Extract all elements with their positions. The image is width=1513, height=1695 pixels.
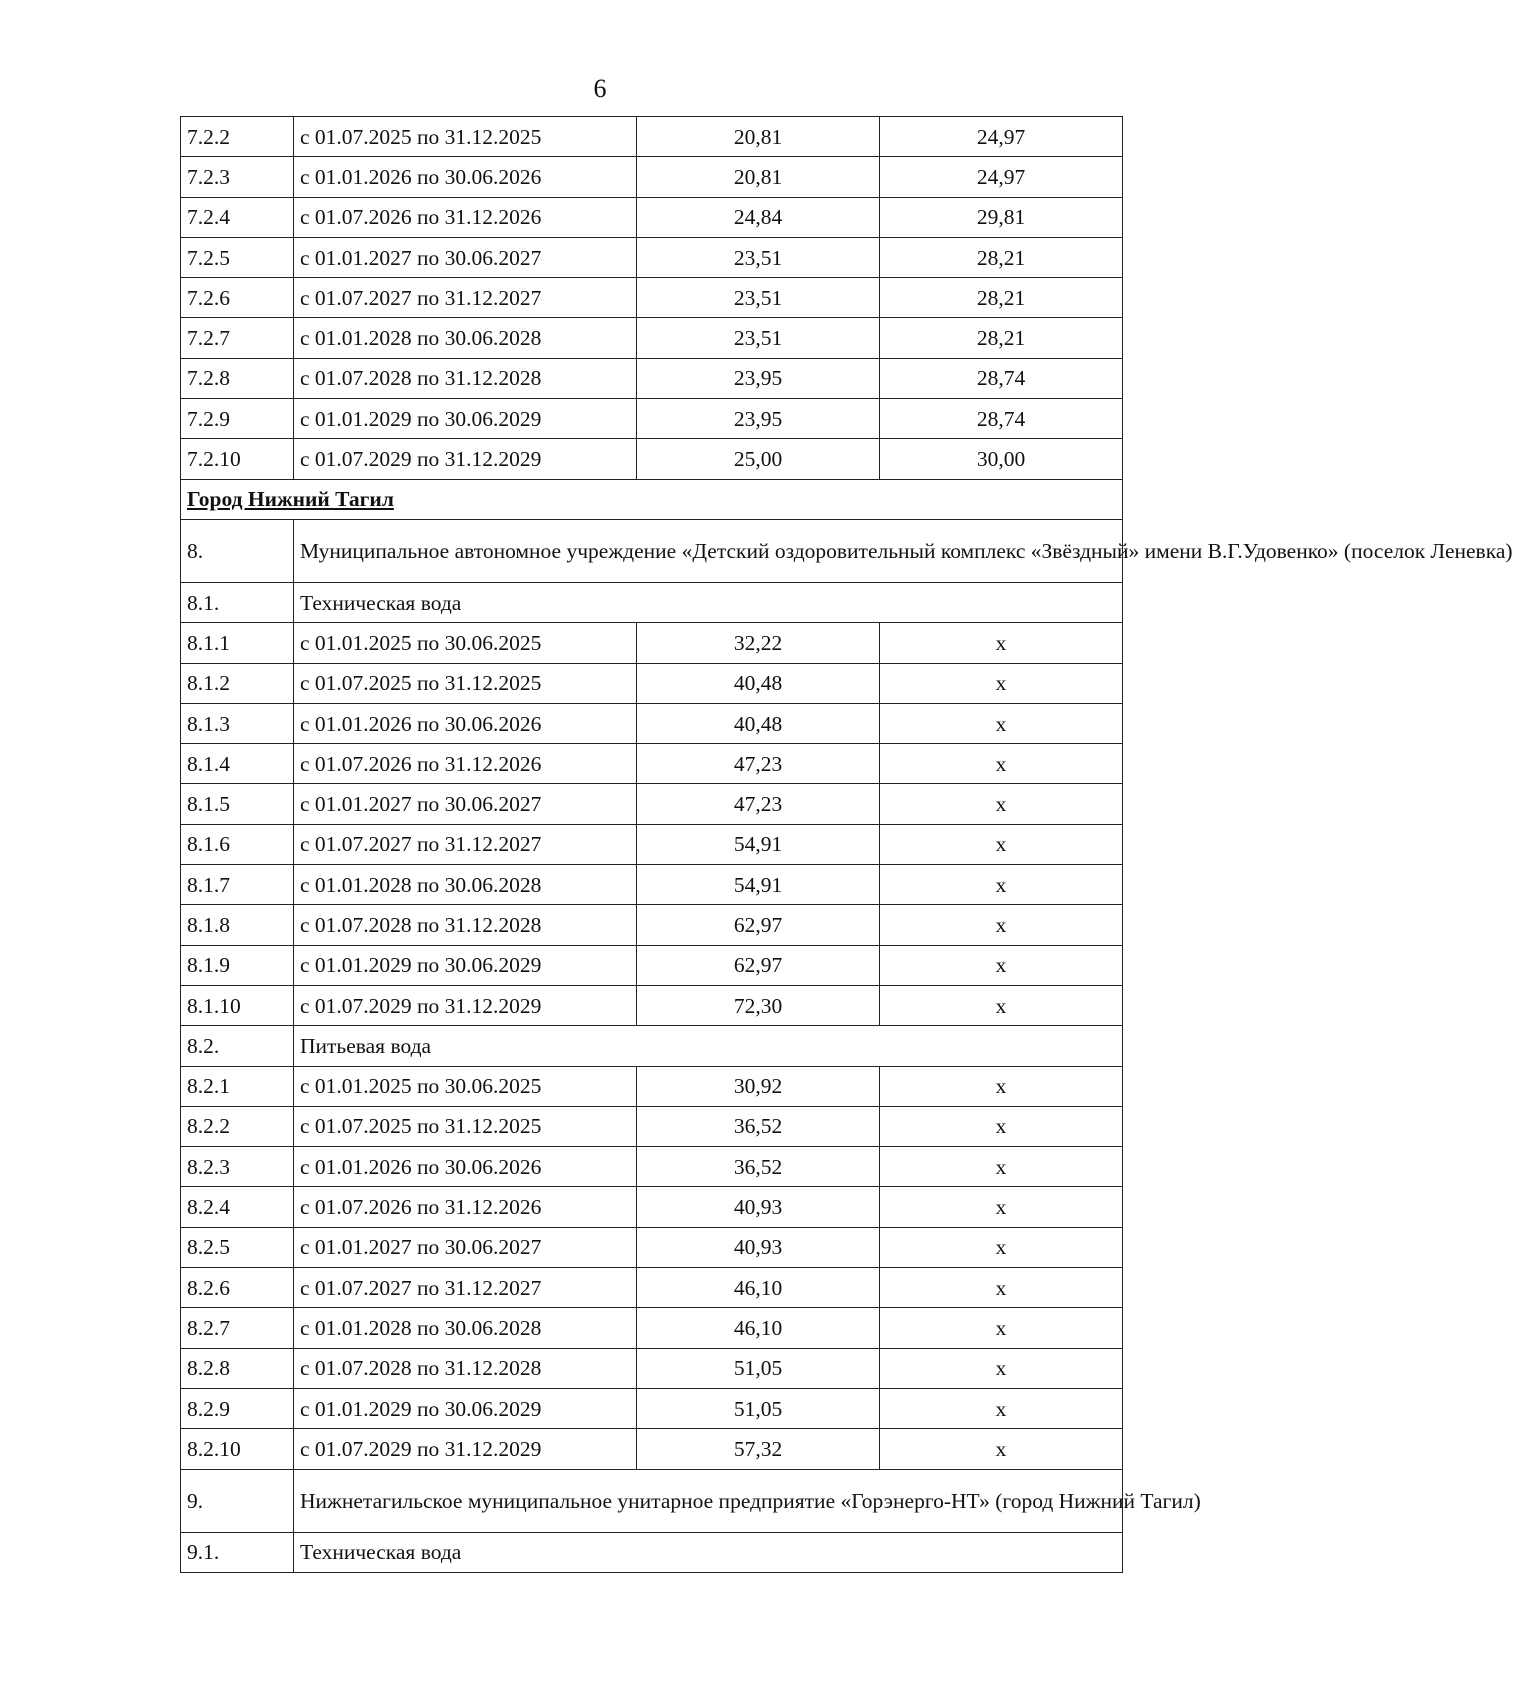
table-row: [181, 1429, 1123, 1469]
tariff-value-1: 23,51: [637, 278, 880, 318]
row-code: 8.2.: [181, 1026, 294, 1066]
table-row: [181, 623, 1123, 663]
table-row: [181, 1187, 1123, 1227]
tariff-value-1: 62,97: [637, 945, 880, 985]
tariff-value-1: 36,52: [637, 1147, 880, 1187]
table-row: [181, 784, 1123, 824]
page-number: 6: [593, 74, 607, 103]
tariff-value-1: 47,23: [637, 784, 880, 824]
tariff-value-2: х: [880, 703, 1123, 743]
section-row: [181, 582, 1123, 622]
tariff-value-2: х: [880, 1268, 1123, 1308]
row-period: с 01.07.2027 по 31.12.2027: [294, 278, 637, 318]
section-row: [181, 1026, 1123, 1066]
tariff-value-2: 28,21: [880, 278, 1123, 318]
tariff-value-1: 46,10: [637, 1308, 880, 1348]
row-code: 7.2.3: [181, 157, 294, 197]
table-row: [181, 237, 1123, 277]
tariff-value-2: 29,81: [880, 197, 1123, 237]
table-row: [181, 1227, 1123, 1267]
tariff-value-1: 32,22: [637, 623, 880, 663]
table-row: [181, 1066, 1123, 1106]
tariff-value-1: 46,10: [637, 1268, 880, 1308]
row-period: с 01.01.2026 по 30.06.2026: [294, 1147, 637, 1187]
section-title: Питьевая вода: [294, 1026, 1123, 1066]
tariff-value-1: 54,91: [637, 865, 880, 905]
row-period: с 01.01.2027 по 30.06.2027: [294, 237, 637, 277]
row-period: с 01.07.2029 по 31.12.2029: [294, 1429, 637, 1469]
row-code: 8.1.4: [181, 744, 294, 784]
row-period: с 01.07.2026 по 31.12.2026: [294, 1187, 637, 1227]
tariff-value-1: 47,23: [637, 744, 880, 784]
tariff-value-1: 24,84: [637, 197, 880, 237]
table-row: [181, 318, 1123, 358]
tariff-value-2: 28,74: [880, 358, 1123, 398]
tariff-value-1: 30,92: [637, 1066, 880, 1106]
row-period: с 01.01.2025 по 30.06.2025: [294, 623, 637, 663]
tariff-value-2: х: [880, 623, 1123, 663]
row-period: с 01.07.2025 по 31.12.2025: [294, 117, 637, 157]
tariff-value-2: 24,97: [880, 157, 1123, 197]
city-heading: Город Нижний Тагил: [181, 479, 1123, 519]
tariff-value-2: х: [880, 985, 1123, 1025]
row-code: 8.2.10: [181, 1429, 294, 1469]
tariff-table-body: [181, 117, 1513, 1573]
table-row: [181, 117, 1123, 157]
table-row: [181, 1106, 1123, 1146]
row-code: 9.: [181, 1469, 294, 1532]
table-row: [181, 157, 1123, 197]
row-code: 7.2.10: [181, 439, 294, 479]
table-row: [181, 744, 1123, 784]
table-row: [181, 1348, 1123, 1388]
organization-row: [181, 1469, 1123, 1532]
row-code: 8.1.5: [181, 784, 294, 824]
table-row: [181, 945, 1123, 985]
tariff-value-1: 23,51: [637, 318, 880, 358]
row-period: с 01.01.2025 по 30.06.2025: [294, 1066, 637, 1106]
row-period: с 01.01.2029 по 30.06.2029: [294, 399, 637, 439]
row-period: с 01.07.2029 по 31.12.2029: [294, 985, 637, 1025]
row-code: 7.2.8: [181, 358, 294, 398]
tariff-value-2: 28,21: [880, 318, 1123, 358]
row-code: 8.2.3: [181, 1147, 294, 1187]
tariff-value-2: х: [880, 663, 1123, 703]
tariff-value-2: 28,21: [880, 237, 1123, 277]
tariff-value-2: х: [880, 1147, 1123, 1187]
section-title: Техническая вода: [294, 1532, 1123, 1572]
table-row: [181, 278, 1123, 318]
row-code: 8.1.10: [181, 985, 294, 1025]
tariff-value-2: х: [880, 1308, 1123, 1348]
table-row: [181, 985, 1123, 1025]
table-row: [181, 1268, 1123, 1308]
tariff-value-2: 30,00: [880, 439, 1123, 479]
tariff-value-1: 51,05: [637, 1388, 880, 1428]
row-code: 7.2.6: [181, 278, 294, 318]
tariff-value-1: 54,91: [637, 824, 880, 864]
row-code: 7.2.5: [181, 237, 294, 277]
row-period: с 01.01.2029 по 30.06.2029: [294, 1388, 637, 1428]
tariff-value-2: х: [880, 1348, 1123, 1388]
row-code: 8.1.7: [181, 865, 294, 905]
tariff-value-2: х: [880, 744, 1123, 784]
row-code: 8.1.1: [181, 623, 294, 663]
row-period: с 01.07.2025 по 31.12.2025: [294, 1106, 637, 1146]
row-code: 8.: [181, 519, 294, 582]
tariff-table: [180, 116, 1513, 1573]
row-code: 8.2.5: [181, 1227, 294, 1267]
organization-name: Нижнетагильское муниципальное унитарное предприятие «Горэнерго-НТ» (город Нижний Тагил): [294, 1469, 1123, 1532]
table-row: [181, 197, 1123, 237]
section-title: Техническая вода: [294, 582, 1123, 622]
tariff-value-1: 51,05: [637, 1348, 880, 1388]
row-period: с 01.01.2026 по 30.06.2026: [294, 157, 637, 197]
table-row: [181, 824, 1123, 864]
table-row: [181, 399, 1123, 439]
row-period: с 01.07.2027 по 31.12.2027: [294, 824, 637, 864]
tariff-value-1: 23,51: [637, 237, 880, 277]
row-code: 9.1.: [181, 1532, 294, 1572]
row-code: 8.1.2: [181, 663, 294, 703]
organization-name: Муниципальное автономное учреждение «Детский оздоровительный комплекс «Звёздный» имени В.Г.Удовенко» (поселок Леневка): [294, 519, 1123, 582]
tariff-value-1: 25,00: [637, 439, 880, 479]
row-period: с 01.07.2025 по 31.12.2025: [294, 663, 637, 703]
tariff-value-2: 28,74: [880, 399, 1123, 439]
row-period: с 01.07.2026 по 31.12.2026: [294, 197, 637, 237]
row-period: с 01.07.2028 по 31.12.2028: [294, 905, 637, 945]
row-period: с 01.01.2028 по 30.06.2028: [294, 318, 637, 358]
table-row: [181, 865, 1123, 905]
row-code: 8.1.9: [181, 945, 294, 985]
tariff-value-2: х: [880, 905, 1123, 945]
tariff-value-2: х: [880, 1227, 1123, 1267]
row-code: 8.1.: [181, 582, 294, 622]
row-code: 8.2.1: [181, 1066, 294, 1106]
tariff-value-1: 40,93: [637, 1227, 880, 1267]
tariff-value-1: 23,95: [637, 358, 880, 398]
row-code: 8.1.3: [181, 703, 294, 743]
row-code: 8.2.7: [181, 1308, 294, 1348]
tariff-value-1: 40,93: [637, 1187, 880, 1227]
table-row: [181, 1147, 1123, 1187]
tariff-value-2: 24,97: [880, 117, 1123, 157]
city-heading-row: [181, 479, 1123, 519]
tariff-value-1: 40,48: [637, 663, 880, 703]
row-code: 7.2.2: [181, 117, 294, 157]
row-period: с 01.01.2028 по 30.06.2028: [294, 865, 637, 905]
tariff-value-2: х: [880, 945, 1123, 985]
tariff-value-1: 72,30: [637, 985, 880, 1025]
row-code: 7.2.4: [181, 197, 294, 237]
tariff-value-1: 57,32: [637, 1429, 880, 1469]
tariff-value-2: х: [880, 1429, 1123, 1469]
tariff-value-1: 20,81: [637, 157, 880, 197]
row-code: 8.2.6: [181, 1268, 294, 1308]
tariff-value-2: х: [880, 824, 1123, 864]
tariff-value-2: х: [880, 865, 1123, 905]
row-code: 8.2.4: [181, 1187, 294, 1227]
tariff-value-1: 62,97: [637, 905, 880, 945]
table-row: [181, 1388, 1123, 1428]
row-code: 7.2.7: [181, 318, 294, 358]
tariff-value-1: 23,95: [637, 399, 880, 439]
row-period: с 01.07.2028 по 31.12.2028: [294, 358, 637, 398]
tariff-value-2: х: [880, 1388, 1123, 1428]
row-period: с 01.07.2026 по 31.12.2026: [294, 744, 637, 784]
tariff-value-1: 36,52: [637, 1106, 880, 1146]
tariff-value-2: х: [880, 784, 1123, 824]
tariff-value-2: х: [880, 1106, 1123, 1146]
table-row: [181, 905, 1123, 945]
row-code: 8.1.6: [181, 824, 294, 864]
row-code: 7.2.9: [181, 399, 294, 439]
row-period: с 01.07.2028 по 31.12.2028: [294, 1348, 637, 1388]
organization-row: [181, 519, 1123, 582]
row-period: с 01.07.2027 по 31.12.2027: [294, 1268, 637, 1308]
table-row: [181, 1308, 1123, 1348]
table-row: [181, 663, 1123, 703]
table-row: [181, 358, 1123, 398]
row-code: 8.2.8: [181, 1348, 294, 1388]
row-period: с 01.01.2026 по 30.06.2026: [294, 703, 637, 743]
row-period: с 01.01.2028 по 30.06.2028: [294, 1308, 637, 1348]
tariff-value-1: 40,48: [637, 703, 880, 743]
tariff-value-2: х: [880, 1066, 1123, 1106]
table-row: [181, 439, 1123, 479]
table-row: [181, 703, 1123, 743]
section-row: [181, 1532, 1123, 1572]
row-period: с 01.01.2029 по 30.06.2029: [294, 945, 637, 985]
row-period: с 01.01.2027 по 30.06.2027: [294, 784, 637, 824]
row-period: с 01.01.2027 по 30.06.2027: [294, 1227, 637, 1267]
row-code: 8.1.8: [181, 905, 294, 945]
row-code: 8.2.2: [181, 1106, 294, 1146]
tariff-value-1: 20,81: [637, 117, 880, 157]
row-period: с 01.07.2029 по 31.12.2029: [294, 439, 637, 479]
tariff-value-2: х: [880, 1187, 1123, 1227]
row-code: 8.2.9: [181, 1388, 294, 1428]
